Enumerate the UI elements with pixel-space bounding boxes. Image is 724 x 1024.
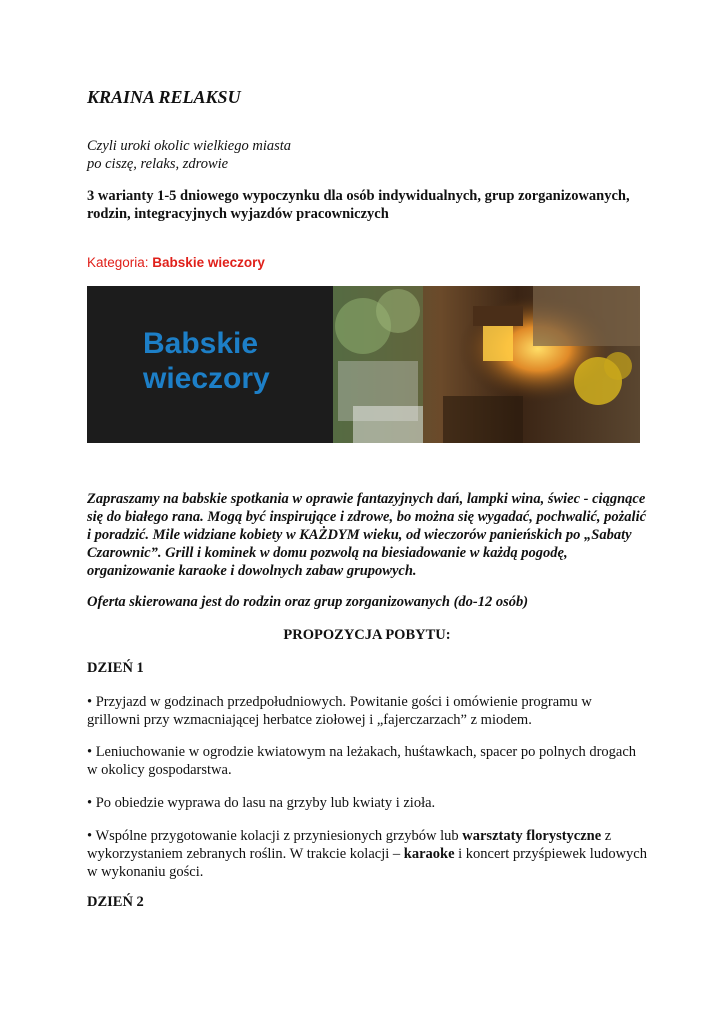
proposal-heading: PROPOZYCJA POBYTU: [283, 627, 451, 643]
day-1-bullet-1: • Przyjazd w godzinach przedpołudniowych. Powitanie gości i omówienie programu w grillowni przy wzmacniającej herbatce ziołowej i „fajerczarzach” z miodem. [87, 694, 592, 728]
banner-title-line-2: wieczory [143, 362, 270, 395]
banner-title-line-1: Babskie [143, 327, 259, 360]
document-title: KRAINA RELAKSU [87, 87, 241, 107]
day-1-heading: DZIEŃ 1 [87, 660, 144, 676]
day-1-bullet-2: • Leniuchowanie w ogrodzie kwiatowym na leżakach, huśtawkach, spacer po polnych drogach w okolicy gospodarstwa. [87, 744, 637, 778]
category-label: Kategoria: [87, 255, 153, 270]
subtitle-line-2: po ciszę, relaks, zdrowie [87, 156, 229, 172]
category-banner [87, 286, 640, 443]
subtitle-line-1: Czyli uroki okolic wielkiego miasta [87, 138, 292, 154]
category-value: Babskie wieczory [152, 255, 265, 270]
bullet-4-text-1: • Wspólne przygotowanie kolacji z przyniesionych grzybów lub [87, 828, 463, 844]
day-2-heading: DZIEŃ 2 [87, 894, 144, 910]
banner-title [143, 326, 270, 396]
banner-photo [333, 286, 640, 443]
bullet-4-text-2: z wykorzystaniem zebranych roślin. W trakcie kolacji – [87, 828, 612, 862]
day-1-bullet-4 [87, 827, 647, 881]
bullet-4-bold-workshops: warsztaty florystyczne [462, 828, 602, 844]
intro-text: 3 warianty 1-5 dniowego wypoczynku dla osób indywidualnych, grup zorganizowanych, rodzin, integracyjnych wyjazdów pracowniczych [87, 188, 630, 222]
bullet-4-bold-karaoke: karaoke [403, 846, 455, 862]
bullet-4-text-3: i koncert przyśpiewek ludowych w wykonaniu gości. [87, 846, 647, 880]
intro-paragraph: Zapraszamy na babskie spotkania w oprawie fantazyjnych dań, lampki wina, świec - ciągnące się do białego rana. Mogą być inspirujące i zdrowe, bo można się wygadać, pochwalić, pożalić i poradzić. Mile widziane kobiety w KAŻDYM wieku, od wieczorów panieńskich po „Sabaty Czarownic”. Grill i kominek w domu pozwolą na biesiadowanie w każdą pogodę, organizowanie karaoke i dowolnych zabaw grupowych. [87, 491, 647, 579]
offer-paragraph: Oferta skierowana jest do rodzin oraz grup zorganizowanych (do-12 osób) [87, 594, 529, 610]
day-1-bullet-3: • Po obiedzie wyprawa do lasu na grzyby lub kwiaty i zioła. [87, 795, 436, 811]
document-subtitle [87, 137, 647, 173]
category-line [87, 254, 647, 272]
banner-text-panel [87, 286, 333, 443]
